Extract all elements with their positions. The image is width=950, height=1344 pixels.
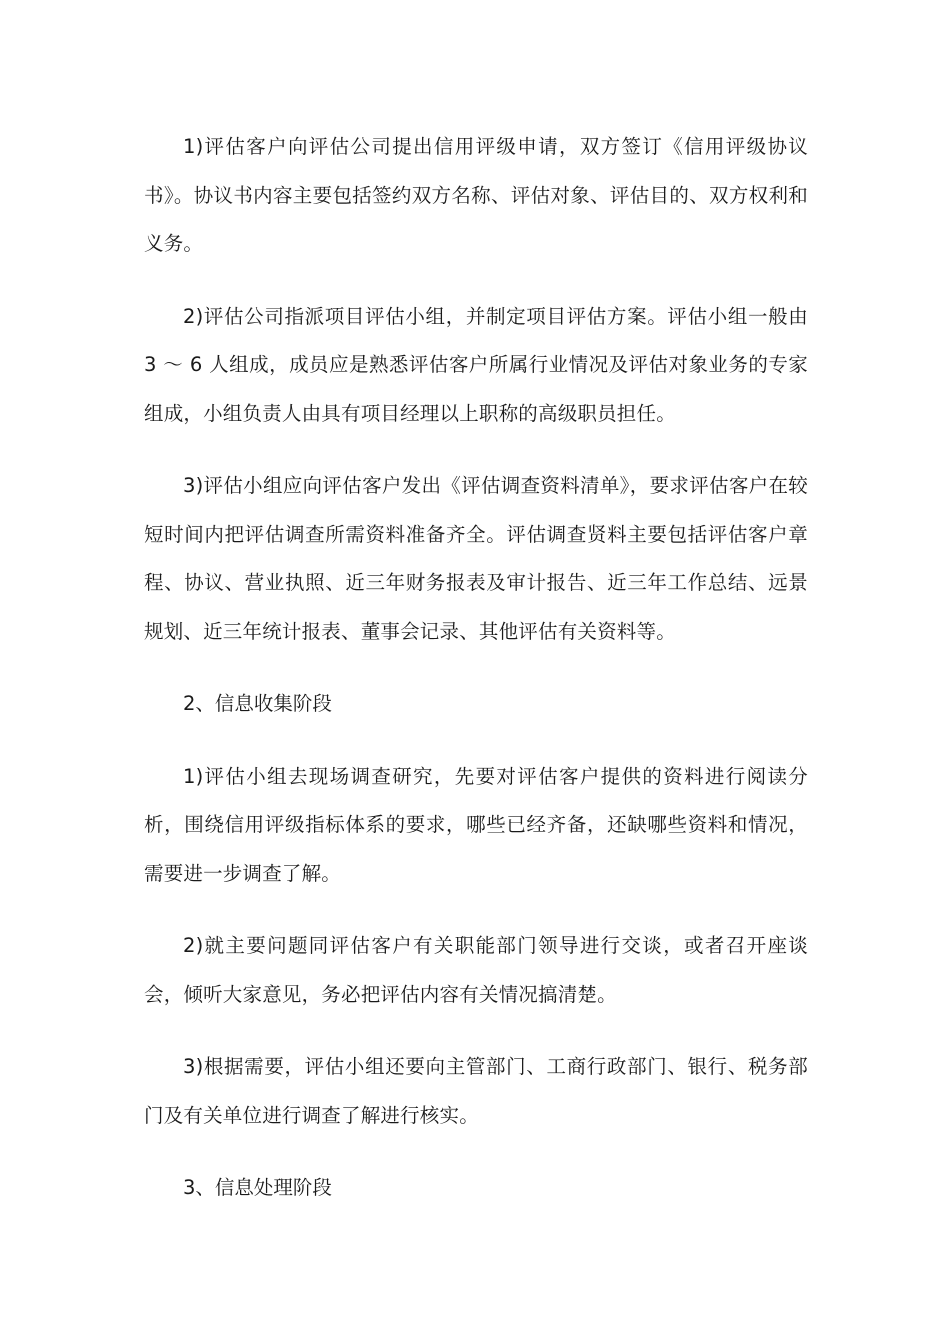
document-body [144,123,808,1237]
paragraph-application: 1)评估客户向评估公司提出信用评级申请，双方签订《信用评级协议书》。协议书内容主要包括签约双方名称、评估对象、评估目的、双方权利和义务。 [144,135,808,255]
paragraph-field-research: 1)评估小组去现场调查研究，先要对评估客户提供的资料进行阅读分析，围绕信用评级指标体系的要求，哪些已经齐备，还缺哪些资料和情况，需要进一步调查了解。 [144,764,808,885]
paragraph-verification: 3)根据需要，评估小组还要向主管部门、工商行政部门、银行、税务部门及有关单位进行调查了解进行核实。 [144,1055,808,1127]
paragraph-data-request: 3)评估小组应向评估客户发出《评估调查资料清单》，要求评估客户在较短时间内把评估调查所需资料准备齐全。评估调查贤料主要包括评估客户章程、协议、营业执照、近三年财务报表及审计报告、近三年工作总结、远景规划、近三年统计报表、董事会记录、其他评估有关资料等。 [144,474,808,643]
paragraph-assign-team: 2)评估公司指派项目评估小组，并制定项目评估方案。评估小组一般由 3 ～ 6 人组成，成员应是熟悉评估客户所属行业情况及评估对象业务的专家组成，小组负责人由具有项目经理以上职称的高级职员担任。 [144,304,808,425]
paragraph-interviews: 2)就主要问题同评估客户有关职能部门领导进行交谈，或者召开座谈会，倾听大家意见，务必把评估内容有关情况搞清楚。 [144,934,808,1006]
section-heading-info-processing: 3、信息处理阶段 [183,1176,332,1199]
section-heading-info-collection: 2、信息收集阶段 [183,692,332,715]
